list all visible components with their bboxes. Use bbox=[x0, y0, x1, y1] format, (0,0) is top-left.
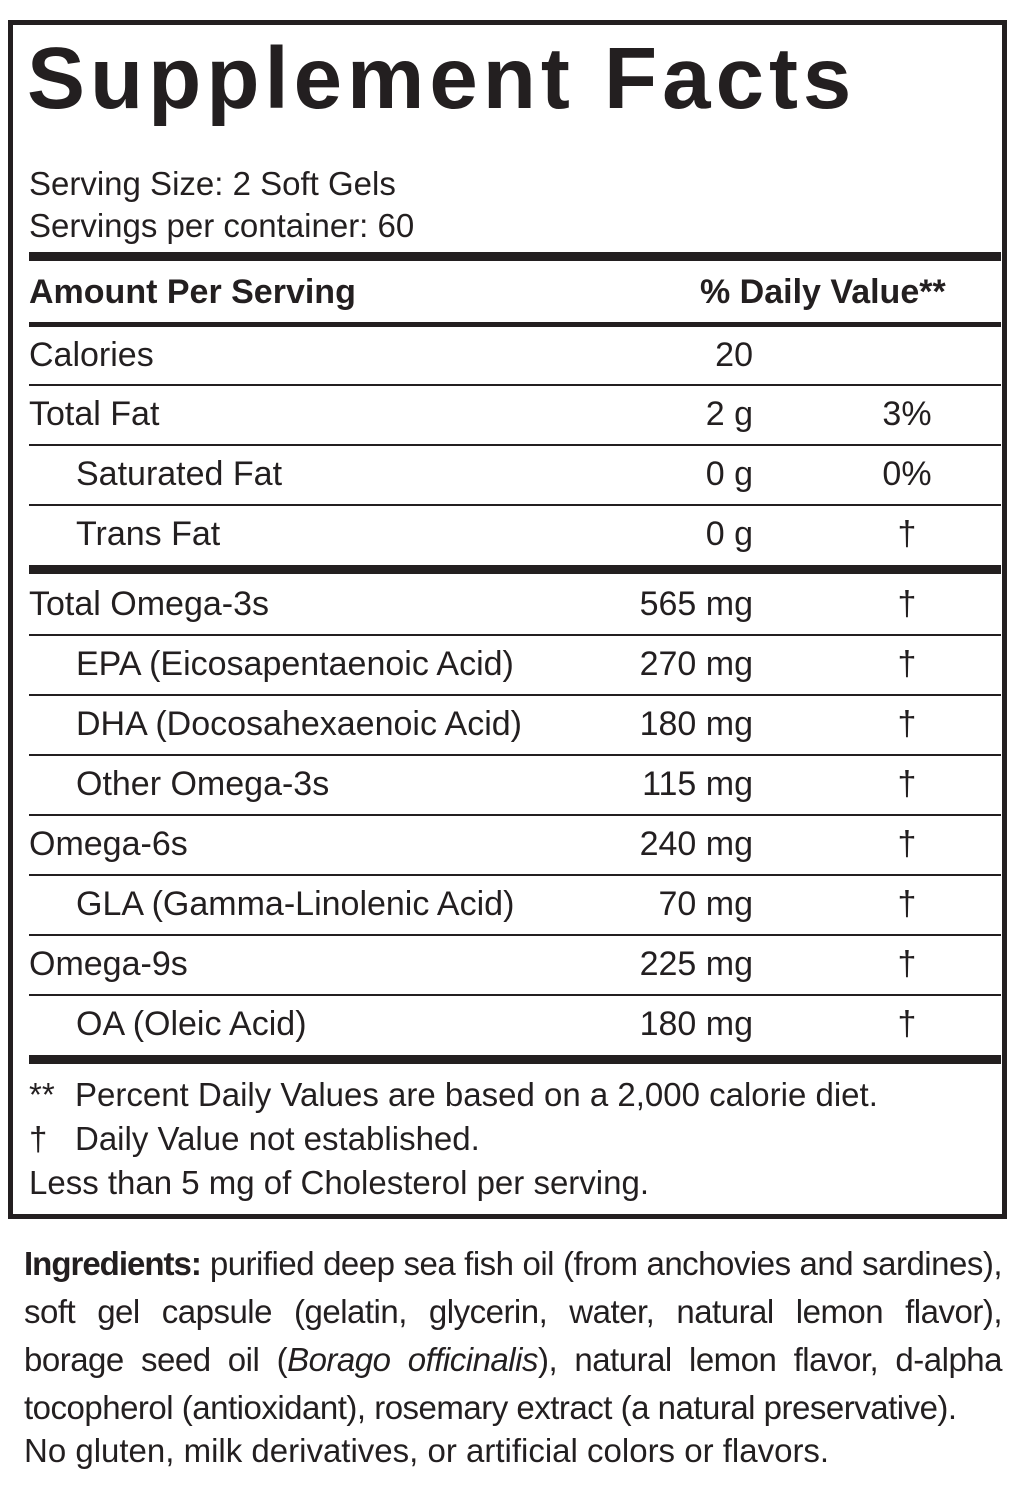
nutrient-dv: 0% bbox=[882, 455, 932, 493]
nutrient-name: Calories bbox=[29, 336, 154, 374]
nutrient-amount: 180 mg bbox=[639, 1005, 753, 1043]
nutrient-name: Omega-6s bbox=[29, 825, 188, 863]
nutrient-row-trans-fat bbox=[29, 506, 1001, 564]
nutrient-row-saturated-fat bbox=[29, 446, 1001, 504]
nutrient-amount: 70 mg bbox=[658, 885, 753, 923]
nutrient-name: Total Omega-3s bbox=[29, 585, 269, 623]
nutrient-dv: † bbox=[897, 585, 917, 623]
panel-title: Supplement Facts bbox=[27, 30, 857, 127]
footnote-dv-text: Percent Daily Values are based on a 2,000 calorie diet. bbox=[75, 1076, 878, 1113]
nutrient-dv: † bbox=[897, 945, 917, 983]
nutrient-row-gla bbox=[29, 876, 1001, 934]
ingredients-part-1: purified deep sea fish oil (from anchovies and sardines), soft gel capsule (gelatin, glycerin, water, natural lemon flavor), borage seed oil ( bbox=[24, 1245, 1002, 1378]
nutrient-dv: † bbox=[897, 825, 917, 863]
nutrient-row-other-omega-3s bbox=[29, 756, 1001, 814]
nutrient-dv: 3% bbox=[882, 395, 932, 433]
nutrient-name: EPA (Eicosapentaenoic Acid) bbox=[76, 645, 514, 683]
footnote-na-text: Daily Value not established. bbox=[75, 1120, 480, 1157]
nutrient-name: Other Omega-3s bbox=[76, 765, 330, 803]
nutrient-row-oleic-acid bbox=[29, 996, 1001, 1054]
nutrient-dv: † bbox=[897, 1005, 917, 1043]
nutrient-name: Total Fat bbox=[29, 395, 160, 433]
ingredients-text bbox=[24, 1240, 1002, 1432]
daily-value-header: % Daily Value** bbox=[700, 273, 946, 311]
footnote-na-symbol: † bbox=[29, 1120, 48, 1157]
nutrient-amount: 2 g bbox=[705, 395, 753, 433]
servings-per-container: Servings per container: 60 bbox=[29, 207, 415, 244]
nutrient-row-total-fat bbox=[29, 386, 1001, 444]
ingredients-label: Ingredients: bbox=[24, 1245, 201, 1282]
nutrient-amount: 565 mg bbox=[639, 585, 753, 623]
nutrient-dv: † bbox=[897, 765, 917, 803]
nutrient-row-calories bbox=[29, 327, 1001, 385]
cholesterol-note: Less than 5 mg of Cholesterol per serving. bbox=[29, 1164, 649, 1201]
divider-thick bbox=[29, 565, 1001, 574]
nutrient-amount: 180 mg bbox=[639, 705, 753, 743]
free-from-statement: No gluten, milk derivatives, or artificial colors or flavors. bbox=[24, 1432, 830, 1469]
nutrient-row-dha bbox=[29, 696, 1001, 754]
nutrient-dv: † bbox=[897, 885, 917, 923]
footnote-dv-symbol: ** bbox=[29, 1076, 55, 1113]
nutrient-amount: 115 mg bbox=[642, 765, 753, 803]
serving-size: Serving Size: 2 Soft Gels bbox=[29, 165, 396, 202]
nutrient-name: DHA (Docosahexaenoic Acid) bbox=[76, 705, 523, 743]
nutrient-dv: † bbox=[897, 645, 917, 683]
nutrient-row-omega-9s bbox=[29, 936, 1001, 994]
ingredients-part-2: ), natural lemon flavor, d-alpha tocopherol (antioxidant), rosemary extract (a natural preservative). bbox=[24, 1341, 1002, 1426]
ingredients-italic: Borago officinalis bbox=[287, 1341, 538, 1378]
nutrient-name: GLA (Gamma-Linolenic Acid) bbox=[76, 885, 515, 923]
nutrient-amount: 240 mg bbox=[639, 825, 753, 863]
nutrient-amount: 0 g bbox=[705, 515, 753, 553]
supplement-facts-panel bbox=[8, 20, 1007, 1219]
nutrient-row-total-omega-3s bbox=[29, 576, 1001, 634]
nutrient-dv: † bbox=[897, 705, 917, 743]
nutrient-dv: † bbox=[897, 515, 917, 553]
nutrient-amount: 270 mg bbox=[639, 645, 753, 683]
divider-thick bbox=[29, 252, 1001, 261]
nutrient-row-omega-6s bbox=[29, 816, 1001, 874]
nutrient-name: OA (Oleic Acid) bbox=[76, 1005, 307, 1043]
nutrient-name: Saturated Fat bbox=[76, 455, 283, 493]
amount-per-serving-header: Amount Per Serving bbox=[29, 273, 356, 311]
nutrient-amount: 0 g bbox=[705, 455, 753, 493]
nutrient-amount: 225 mg bbox=[639, 945, 753, 983]
nutrient-name: Trans Fat bbox=[76, 515, 221, 553]
nutrient-row-epa bbox=[29, 636, 1001, 694]
nutrient-amount: 20 bbox=[715, 336, 753, 374]
nutrient-name: Omega-9s bbox=[29, 945, 188, 983]
divider-thick bbox=[29, 1055, 1001, 1064]
